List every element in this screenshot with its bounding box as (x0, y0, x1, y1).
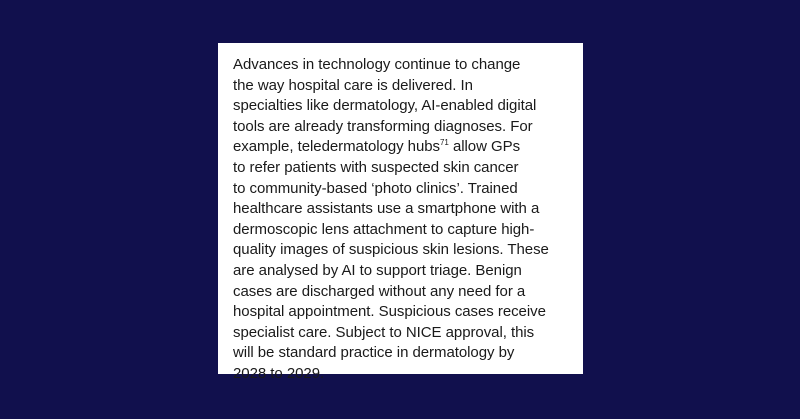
paragraph-line-14: specialist care. Subject to NICE approval, this (233, 323, 535, 341)
paragraph-line-1: Advances in technology continue to change (233, 56, 521, 73)
text-card (218, 43, 583, 382)
paragraph-line-16: 2028 to 2029. (233, 364, 325, 382)
paragraph-line-9: dermoscopic lens attachment to capture high- (233, 220, 535, 238)
paragraph-line-2: the way hospital care is delivered. In (233, 76, 473, 94)
paragraph-line-7: to community-based ‘photo clinics’. Trained (233, 179, 518, 197)
paragraph-line-4: tools are already transforming diagnoses. For (233, 117, 533, 135)
paragraph-line-5-end: allow GPs (448, 138, 521, 156)
paragraph-line-3: specialties like dermatology, AI-enabled digital (233, 97, 537, 115)
paragraph-line-8: healthcare assistants use a smartphone with a (233, 200, 540, 218)
paragraph-line-5-start: example, teledermatology hubs (233, 138, 441, 156)
paragraph-line-13: hospital appointment. Suspicious cases receive (233, 303, 546, 321)
footnote-reference: 71 (440, 138, 449, 148)
paragraph-line-12: cases are discharged without any need for a (233, 282, 526, 300)
paragraph-line-15: will be standard practice in dermatology by (233, 344, 515, 362)
paragraph-line-6: to refer patients with suspected skin cancer (233, 158, 519, 176)
paragraph-line-5 (233, 137, 573, 158)
paragraph-line-11: are analysed by AI to support triage. Benign (233, 261, 522, 279)
paragraph-line-10: quality images of suspicious skin lesions. These (233, 241, 549, 259)
